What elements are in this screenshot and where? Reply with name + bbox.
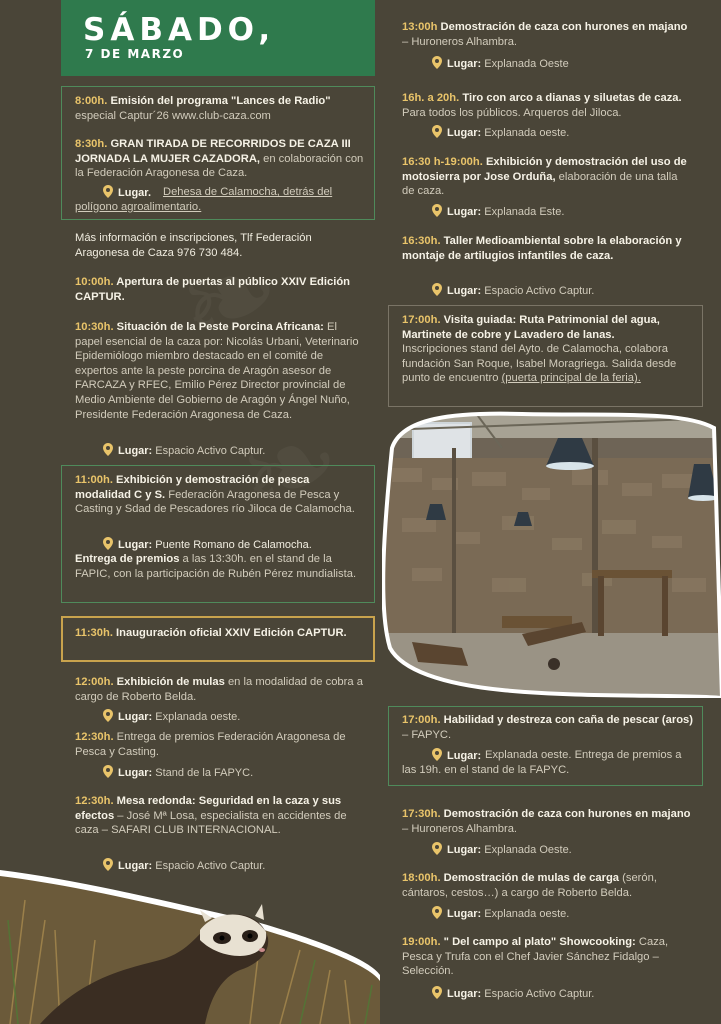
location-pin-icon <box>103 709 113 722</box>
location-pin-icon <box>432 56 442 69</box>
event-location: Lugar: Puente Romano de Calamocha. <box>103 537 312 552</box>
event-item: 12:30h. Entrega de premios Federación Aragonesa de Pesca y Casting. <box>75 731 346 758</box>
event-location: Lugar: Explanada Este. <box>432 204 564 219</box>
event-location: Lugar. <box>103 185 151 200</box>
page-title: SÁBADO, <box>83 12 276 48</box>
event-location: Lugar: Explanada oeste. <box>103 709 240 724</box>
event-item: 18:00h. Demostración de mulas de carga (serón, cántaros, cestos…) a cargo de Roberto Belda. <box>402 872 657 899</box>
event-prize: Entrega de premios a las 13:30h. en el stand de la FAPIC, con la participación de Rubén Pérez mundialista. <box>75 553 357 580</box>
event-item: 17:00h. Habilidad y destreza con caña de pescar (aros) – FAPYC. <box>402 714 693 741</box>
location-pin-icon <box>432 125 442 138</box>
building-interior-photo <box>382 408 721 698</box>
location-pin-icon <box>432 986 442 999</box>
location-pin-icon <box>103 537 113 550</box>
location-pin-icon <box>432 906 442 919</box>
event-location: Lugar: Explanada Oeste. <box>432 842 572 857</box>
info-text: Más información e inscripciones, Tlf Federación Aragonesa de Caza 976 730 484. <box>75 232 312 259</box>
event-location: Lugar: Explanada oeste. <box>432 125 569 140</box>
event-item: 13:00h Demostración de caza con hurones en majano – Huroneros Alhambra. <box>402 21 688 48</box>
event-item: 17:00h. Visita guiada: Ruta Patrimonial del agua, Martinete de cobre y Lavadero de lanas. Inscripciones stand del Ayto. de Calamocha, colabora fundación San Roque, Isabel Moragriega. Salida desde punto de encuentro (puerta principal de la feria). <box>402 314 677 385</box>
location-pin-icon <box>103 765 113 778</box>
location-pin-icon <box>432 204 442 217</box>
header <box>61 0 375 76</box>
event-item: 12:30h. Mesa redonda: Seguridad en la caza y sus efectos – José Mª Losa, especialista en accidentes de caza – SAFARI CLUB INTERNACIONAL. <box>75 795 347 837</box>
event-item: 8:00h. Emisión del programa "Lances de Radio" especial Captur´26 www.club-caza.com <box>75 95 331 122</box>
event-item: 16:30h. Taller Medioambiental sobre la elaboración y montaje de artilugios infantiles de caza. <box>402 235 682 262</box>
event-item: 10:30h. Situación de la Peste Porcina Africana: El papel esencial de la caza por: Nicolás Urbani, Veterinario Epidemiólogo miembro destacado en el comité de expertos ante la peste porcina de Aragón asesor de FARCAZA y RFEC, Emilio Pérez Director provincial de Medio Ambiente del Gobierno de Aragón y Ángel Nuño, Presidente Federación Aragonesa de Caza. <box>75 321 359 421</box>
location-pin-icon <box>432 842 442 855</box>
event-item: 16:30 h-19:00h. Exhibición y demostración del uso de motosierra por Jose Orduña, elaboración de una talla de caza. <box>402 156 687 198</box>
event-item: 11:30h. Inauguración oficial XXIV Edición CAPTUR. <box>75 627 347 639</box>
location-pin-icon <box>432 283 442 296</box>
event-item: 10:00h. Apertura de puertas al público XXIV Edición CAPTUR. <box>75 276 350 303</box>
location-pin-icon <box>103 443 113 456</box>
event-item: 16h. a 20h. Tiro con arco a dianas y siluetas de caza. Para todos los públicos. Arqueros del Jiloca. <box>402 92 682 119</box>
event-location: Lugar: Stand de la FAPYC. <box>103 765 253 780</box>
event-location-value: Dehesa de Calamocha, detrás del polígono agroalimentario. <box>75 186 333 213</box>
event-item: 11:00h. Exhibición y demostración de pesca modalidad C y S. Federación Aragonesa de Pesca y Casting y Sdad de Pescadores río Jiloca de Calamocha. <box>75 474 355 516</box>
event-item: 8:30h. GRAN TIRADA DE RECORRIDOS DE CAZA III JORNADA LA MUJER CAZADORA, en colaboración con la Federación Aragonesa de Caza. <box>75 138 364 180</box>
event-location: Lugar: Espacio Activo Captur. <box>103 443 265 458</box>
event-location-value: Explanada oeste. Entrega de premios a las 19h. en el stand de la FAPYC. <box>402 749 682 776</box>
event-location: Lugar: Espacio Activo Captur. <box>432 986 594 1001</box>
event-item: 19:00h. " Del campo al plato" Showcooking: Caza, Pesca y Trufa con el Chef Javier Sánchez Fidalgo – Selección. <box>402 936 669 978</box>
event-location: Lugar: <box>432 748 481 763</box>
event-item: 12:00h. Exhibición de mulas en la modalidad de cobra a cargo de Roberto Belda. <box>75 676 363 703</box>
event-location: Lugar: Explanada oeste. <box>432 906 569 921</box>
page-date: 7 DE MARZO <box>85 47 185 61</box>
ferret-photo <box>0 860 380 1024</box>
event-item: 17:30h. Demostración de caza con hurones en majano – Huroneros Alhambra. <box>402 808 691 835</box>
event-location: Lugar: Espacio Activo Captur. <box>103 858 265 873</box>
event-location: Lugar: Explanada Oeste <box>432 56 569 71</box>
event-location: Lugar: Espacio Activo Captur. <box>432 283 594 298</box>
